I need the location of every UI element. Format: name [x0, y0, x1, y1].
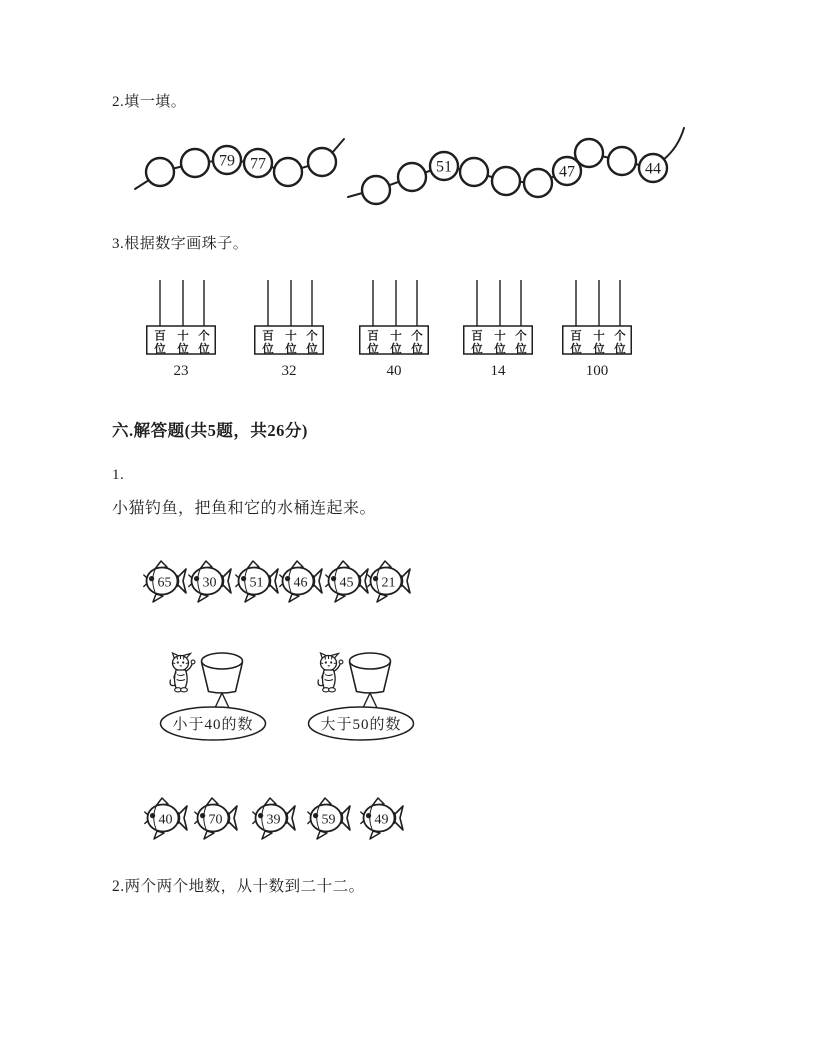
cat-foot: [329, 688, 336, 692]
fish: [360, 795, 404, 845]
bucket-rim: [350, 653, 391, 669]
place-value-unit: [562, 280, 632, 382]
cat: [318, 653, 343, 692]
place-value-column-bottom: 位: [411, 343, 423, 356]
place-value-column-top: 百: [262, 330, 274, 343]
fish-number: 51: [249, 575, 264, 591]
place-value-column-top: 十: [390, 330, 402, 343]
place-value-number: 40: [386, 363, 402, 379]
cat: [170, 653, 195, 692]
bead-empty: [460, 158, 488, 186]
cat-paw: [191, 660, 195, 664]
fish: [307, 795, 351, 845]
place-value-number: 32: [281, 363, 297, 379]
place-value-column-top: 十: [494, 330, 506, 343]
section-6-header: 六.解答题(共5题，共26分): [112, 421, 308, 440]
fish: [367, 558, 411, 608]
bucket-rim: [202, 653, 243, 669]
string-tail: [135, 180, 149, 189]
place-value-column-bottom: 位: [367, 343, 379, 356]
bead-empty: [492, 167, 520, 195]
bubble-label: 大于50的数: [320, 717, 402, 733]
place-value-column-bottom: 位: [515, 343, 527, 356]
bead-empty: [362, 176, 390, 204]
fish-number: 39: [266, 812, 281, 828]
fish: [252, 795, 296, 845]
fish-number: 65: [157, 575, 172, 591]
fish-number: 70: [208, 812, 223, 828]
place-value-column-bottom: 位: [198, 343, 210, 356]
place-value-column-top: 个: [614, 330, 626, 343]
question-2-label: 2.填一填。: [112, 94, 187, 110]
fish-number: 40: [158, 812, 173, 828]
item-1-text: 小猫钓鱼，把鱼和它的水桶连起来。: [112, 500, 377, 517]
place-value-column-bottom: 位: [570, 343, 582, 356]
fish-eye: [241, 576, 246, 581]
bead-empty: [181, 149, 209, 177]
cat-eye: [330, 661, 332, 663]
fish: [143, 558, 187, 608]
fish-number: 21: [381, 575, 396, 591]
bead-chain: [135, 139, 344, 189]
fish-eye: [200, 813, 205, 818]
cat-bucket-group: [300, 648, 450, 744]
bead-number: 51: [436, 158, 452, 176]
place-value-column-top: 百: [154, 330, 166, 343]
cat-eye: [182, 661, 184, 663]
place-value-column-bottom: 位: [285, 343, 297, 356]
place-value-column-top: 个: [411, 330, 423, 343]
place-value-unit: [463, 280, 533, 382]
place-value-column-top: 十: [285, 330, 297, 343]
string-tail: [332, 139, 344, 153]
fish-number: 30: [202, 575, 217, 591]
bead-empty: [146, 158, 174, 186]
bead-number: 47: [559, 163, 575, 181]
bead-number: 79: [219, 152, 235, 170]
place-value-number: 14: [490, 363, 506, 379]
cat-eye: [177, 661, 179, 663]
bead-chain: [348, 128, 684, 204]
place-value-column-bottom: 位: [471, 343, 483, 356]
fish-eye: [285, 576, 290, 581]
fish: [144, 795, 188, 845]
string-tail: [663, 128, 684, 160]
place-value-column-bottom: 位: [390, 343, 402, 356]
cat-eye: [325, 661, 327, 663]
bead-empty: [608, 147, 636, 175]
bead-empty: [308, 148, 336, 176]
place-value-column-top: 个: [515, 330, 527, 343]
fish-eye: [194, 576, 199, 581]
place-value-number: 100: [585, 363, 609, 379]
fish-eye: [313, 813, 318, 818]
fish: [188, 558, 232, 608]
place-value-unit: [146, 280, 216, 382]
place-value-column-top: 百: [471, 330, 483, 343]
fish: [194, 795, 238, 845]
fish-number: 45: [339, 575, 354, 591]
bubble-label: 小于40的数: [172, 717, 254, 733]
place-value-unit: [254, 280, 324, 382]
place-value-column-bottom: 位: [262, 343, 274, 356]
bead-empty: [398, 163, 426, 191]
question-3-label: 3.根据数字画珠子。: [112, 236, 249, 252]
fish-number: 49: [374, 812, 389, 828]
bead-number: 44: [645, 160, 661, 178]
place-value-column-bottom: 位: [494, 343, 506, 356]
bead-number: 77: [250, 155, 266, 173]
item-1-number: 1.: [112, 467, 125, 483]
cat-paw: [339, 660, 343, 664]
cat-foot: [181, 688, 188, 692]
place-value-column-top: 百: [367, 330, 379, 343]
place-value-column-bottom: 位: [593, 343, 605, 356]
place-value-column-top: 十: [177, 330, 189, 343]
place-value-column-bottom: 位: [306, 343, 318, 356]
place-value-column-top: 个: [306, 330, 318, 343]
cat-bucket-group: [152, 648, 302, 744]
fish: [325, 558, 369, 608]
fish-eye: [150, 813, 155, 818]
fish-eye: [258, 813, 263, 818]
place-value-column-bottom: 位: [154, 343, 166, 356]
fish-eye: [373, 576, 378, 581]
bead-chains-figure: [125, 122, 705, 222]
place-value-unit: [359, 280, 429, 382]
fish-eye: [331, 576, 336, 581]
fish-number: 46: [293, 575, 308, 591]
fish-number: 59: [321, 812, 336, 828]
place-value-column-bottom: 位: [614, 343, 626, 356]
bead-empty: [524, 169, 552, 197]
place-value-number: 23: [173, 363, 189, 379]
place-value-column-bottom: 位: [177, 343, 189, 356]
bead-empty: [274, 158, 302, 186]
item-2-text: 2.两个两个地数，从十数到二十二。: [112, 878, 365, 895]
fish: [235, 558, 279, 608]
place-value-column-top: 个: [198, 330, 210, 343]
fish-eye: [149, 576, 154, 581]
fish: [279, 558, 323, 608]
fish-eye: [366, 813, 371, 818]
place-value-column-top: 百: [570, 330, 582, 343]
place-value-column-top: 十: [593, 330, 605, 343]
bead-empty: [575, 139, 603, 167]
